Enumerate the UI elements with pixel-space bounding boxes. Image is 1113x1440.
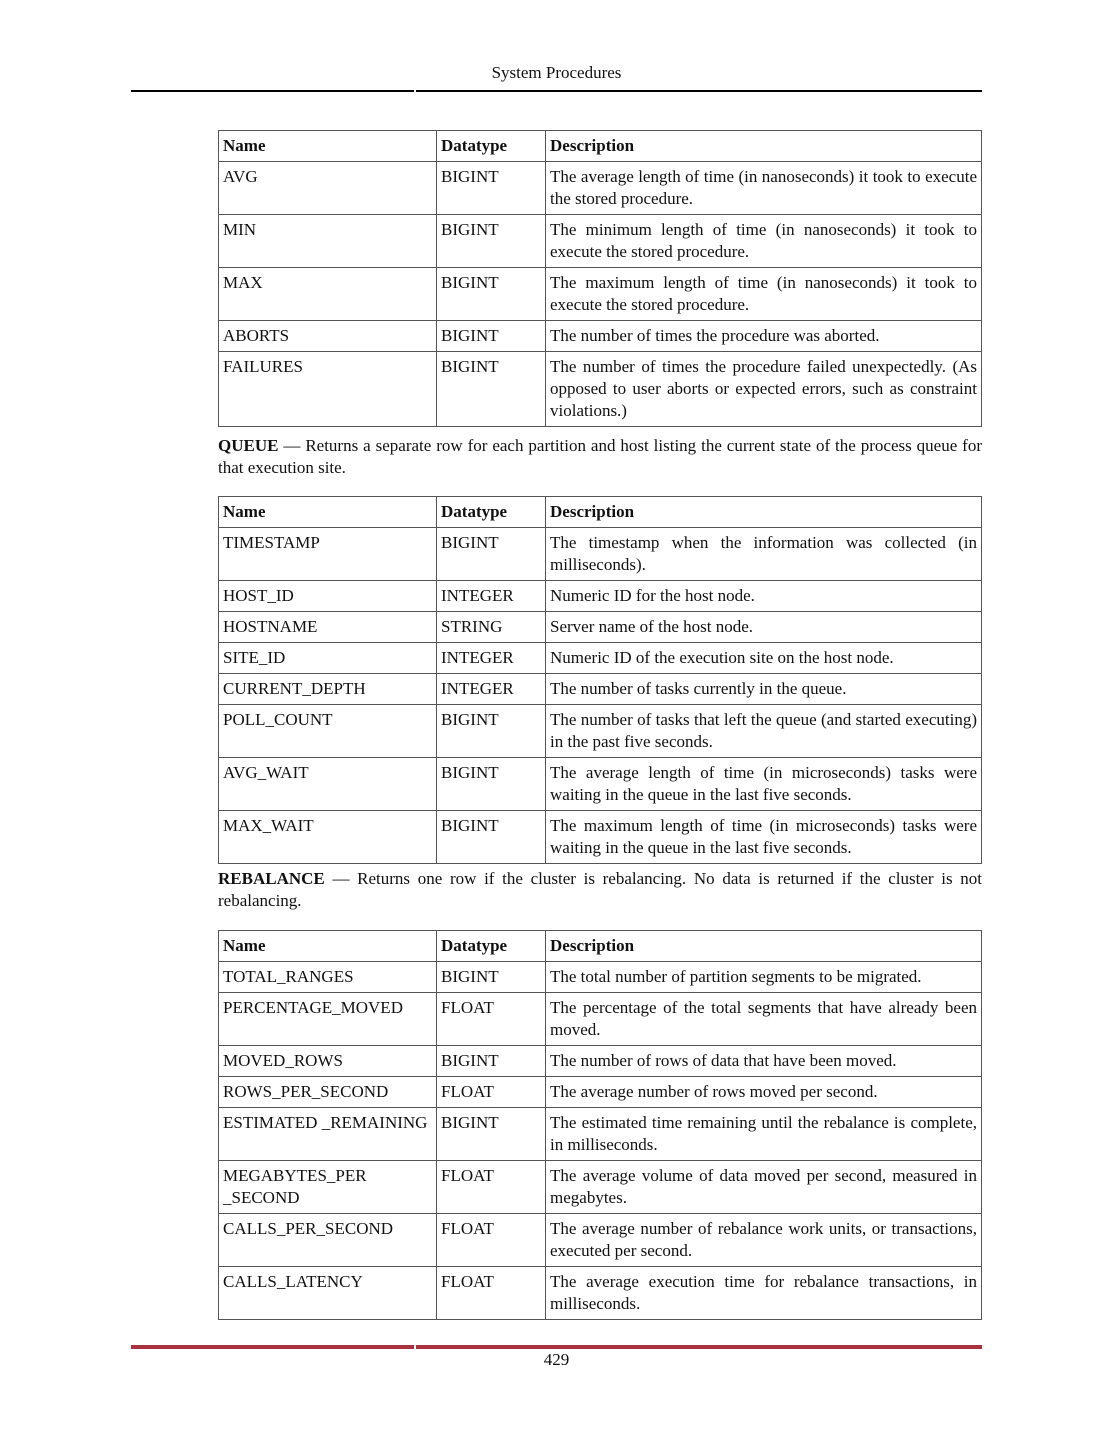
name-cell: MAX: [219, 268, 437, 321]
queue-description: [218, 435, 982, 479]
table-row: [219, 962, 982, 993]
name-cell: ROWS_PER_SECOND: [219, 1077, 437, 1108]
description-cell: The number of times the procedure failed unexpectedly. (As opposed to user aborts or expected errors, such as constraint violations.): [546, 352, 982, 427]
queue-table: [218, 496, 982, 864]
description-cell: The average volume of data moved per second, measured in megabytes.: [546, 1161, 982, 1214]
rebalance-description: [218, 868, 982, 912]
description-cell: Server name of the host node.: [546, 612, 982, 643]
table-row: [219, 352, 982, 427]
datatype-cell: BIGINT: [437, 705, 546, 758]
datatype-cell: INTEGER: [437, 581, 546, 612]
datatype-cell: BIGINT: [437, 321, 546, 352]
table-row: [219, 811, 982, 864]
table-row: [219, 321, 982, 352]
table-row: [219, 705, 982, 758]
datatype-cell: FLOAT: [437, 1161, 546, 1214]
header-rule-right: [416, 90, 982, 92]
description-cell: The number of rows of data that have been moved.: [546, 1046, 982, 1077]
description-cell: The average length of time (in microseconds) tasks were waiting in the queue in the last five seconds.: [546, 758, 982, 811]
table-row: [219, 162, 982, 215]
column-header: Name: [219, 931, 437, 962]
table-row: [219, 1161, 982, 1214]
datatype-cell: STRING: [437, 612, 546, 643]
name-cell: PERCENTAGE_MOVED: [219, 993, 437, 1046]
name-cell: MEGABYTES_PER _SECOND: [219, 1161, 437, 1214]
name-cell: CALLS_LATENCY: [219, 1267, 437, 1320]
description-cell: The percentage of the total segments that have already been moved.: [546, 993, 982, 1046]
description-cell: The average length of time (in nanoseconds) it took to execute the stored procedure.: [546, 162, 982, 215]
header-rule-left: [131, 90, 414, 92]
rebalance-text: — Returns one row if the cluster is rebalancing. No data is returned if the cluster is not rebalancing.: [218, 869, 982, 910]
datatype-cell: BIGINT: [437, 811, 546, 864]
table-header-row: [219, 131, 982, 162]
description-cell: The estimated time remaining until the rebalance is complete, in milliseconds.: [546, 1108, 982, 1161]
description-cell: The number of times the procedure was aborted.: [546, 321, 982, 352]
datatype-cell: BIGINT: [437, 162, 546, 215]
name-cell: HOSTNAME: [219, 612, 437, 643]
name-cell: SITE_ID: [219, 643, 437, 674]
name-cell: MAX_WAIT: [219, 811, 437, 864]
table-row: [219, 643, 982, 674]
table-row: [219, 674, 982, 705]
column-header: Description: [546, 931, 982, 962]
column-header: Datatype: [437, 931, 546, 962]
datatype-cell: BIGINT: [437, 758, 546, 811]
page-number: 429: [543, 1350, 570, 1369]
datatype-cell: FLOAT: [437, 993, 546, 1046]
name-cell: CURRENT_DEPTH: [219, 674, 437, 705]
description-cell: Numeric ID of the execution site on the host node.: [546, 643, 982, 674]
table-row: [219, 1214, 982, 1267]
running-header: System Procedures: [491, 63, 622, 82]
table-row: [219, 268, 982, 321]
queue-text: — Returns a separate row for each partition and host listing the current state of the process queue for that execution site.: [218, 436, 982, 477]
description-cell: The maximum length of time (in nanoseconds) it took to execute the stored procedure.: [546, 268, 982, 321]
description-cell: The maximum length of time (in microseconds) tasks were waiting in the queue in the last five seconds.: [546, 811, 982, 864]
table-row: [219, 1077, 982, 1108]
name-cell: POLL_COUNT: [219, 705, 437, 758]
datatype-cell: FLOAT: [437, 1267, 546, 1320]
name-cell: AVG_WAIT: [219, 758, 437, 811]
datatype-cell: FLOAT: [437, 1077, 546, 1108]
datatype-cell: INTEGER: [437, 674, 546, 705]
name-cell: TIMESTAMP: [219, 528, 437, 581]
name-cell: CALLS_PER_SECOND: [219, 1214, 437, 1267]
datatype-cell: INTEGER: [437, 643, 546, 674]
table-row: [219, 1267, 982, 1320]
description-cell: The minimum length of time (in nanoseconds) it took to execute the stored procedure.: [546, 215, 982, 268]
name-cell: ESTIMATED _REMAINING: [219, 1108, 437, 1161]
name-cell: MIN: [219, 215, 437, 268]
description-cell: The average number of rebalance work units, or transactions, executed per second.: [546, 1214, 982, 1267]
datatype-cell: BIGINT: [437, 1046, 546, 1077]
rebalance-table: [218, 930, 982, 1320]
datatype-cell: BIGINT: [437, 215, 546, 268]
description-cell: The total number of partition segments to be migrated.: [546, 962, 982, 993]
description-cell: The number of tasks that left the queue (and started executing) in the past five seconds.: [546, 705, 982, 758]
datatype-cell: BIGINT: [437, 528, 546, 581]
footer-rule-right: [416, 1345, 982, 1349]
datatype-cell: BIGINT: [437, 1108, 546, 1161]
table-row: [219, 758, 982, 811]
table-header-row: [219, 931, 982, 962]
description-cell: Numeric ID for the host node.: [546, 581, 982, 612]
name-cell: MOVED_ROWS: [219, 1046, 437, 1077]
description-cell: The timestamp when the information was collected (in milliseconds).: [546, 528, 982, 581]
table-row: [219, 1046, 982, 1077]
datatype-cell: FLOAT: [437, 1214, 546, 1267]
name-cell: AVG: [219, 162, 437, 215]
rebalance-term: REBALANCE: [218, 869, 325, 888]
table-row: [219, 581, 982, 612]
description-cell: The number of tasks currently in the queue.: [546, 674, 982, 705]
name-cell: HOST_ID: [219, 581, 437, 612]
table-row: [219, 215, 982, 268]
footer-rule-left: [131, 1345, 414, 1349]
procedure-stats-table: [218, 130, 982, 427]
column-header: Datatype: [437, 497, 546, 528]
table-row: [219, 612, 982, 643]
name-cell: FAILURES: [219, 352, 437, 427]
datatype-cell: BIGINT: [437, 352, 546, 427]
table-row: [219, 993, 982, 1046]
queue-term: QUEUE: [218, 436, 279, 455]
table-row: [219, 528, 982, 581]
description-cell: The average execution time for rebalance transactions, in milliseconds.: [546, 1267, 982, 1320]
name-cell: ABORTS: [219, 321, 437, 352]
column-header: Description: [546, 131, 982, 162]
datatype-cell: BIGINT: [437, 962, 546, 993]
column-header: Name: [219, 131, 437, 162]
description-cell: The average number of rows moved per second.: [546, 1077, 982, 1108]
table-header-row: [219, 497, 982, 528]
column-header: Datatype: [437, 131, 546, 162]
table-row: [219, 1108, 982, 1161]
name-cell: TOTAL_RANGES: [219, 962, 437, 993]
column-header: Name: [219, 497, 437, 528]
column-header: Description: [546, 497, 982, 528]
datatype-cell: BIGINT: [437, 268, 546, 321]
